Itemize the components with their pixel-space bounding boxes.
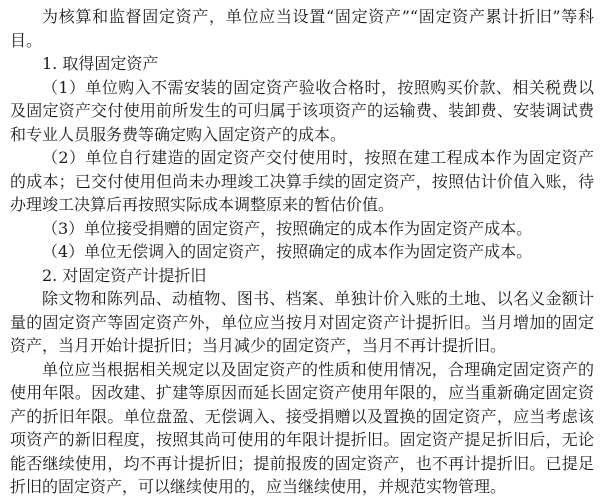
document-page: [10, 5, 594, 499]
section-heading-depreciation: 2. 对固定资产计提折旧: [42, 265, 207, 285]
paragraph-donation: （3）单位接受捐赠的固定资产，按照确定的成本作为固定资产成本。: [42, 218, 533, 238]
paragraph-transfer: （4）单位无偿调入的固定资产，按照确定的成本作为固定资产成本。: [42, 242, 533, 261]
paragraph-self-built: （2）单位自行建造的固定资产交付使用时，按照在建工程成本作为固定资产的成本；已交付使用但尚未办理竣工决算手续的固定资产，按照估计价值入账，待办理竣工决算后再按照实际成本调整原来的暂估价值。: [10, 148, 594, 214]
paragraph-useful-life: 单位应当根据相关规定以及固定资产的性质和使用情况，合理确定固定资产的使用年限。因改建、扩建等原因而延长固定资产使用年限的，应当重新确定固定资产的折旧年限。单位盘盈、无偿调入、接受捐赠以及置换的固定资产，应当考虑该项资产的新旧程度，按照其尚可使用的年限计提折旧。固定资产提足折旧后，无论能否继续使用，均不再计提折旧；提前报废的固定资产，也不再计提折旧。已提足折旧的固定资产，可以继续使用的，应当继续使用，并规范实物管理。: [10, 359, 594, 496]
paragraph-purchase: （1）单位购入不需安装的固定资产验收合格时，按照购买价款、相关税费以及固定资产交付使用前所发生的可归属于该项资产的运输费、装卸费、安装调试费和专业人员服务费等确定购入固定资产的成本。: [10, 77, 594, 144]
paragraph-depreciation-scope: 除文物和陈列品、动植物、图书、档案、单独计价入账的土地、以名义金额计量的固定资产等固定资产外，单位应当按月对固定资产计提折旧。当月增加的固定资产，当月开始计提折旧；当月减少的固定资产，当月不再计提折旧。: [10, 289, 594, 355]
section-heading-acquire: 1. 取得固定资产: [42, 54, 159, 73]
intro-paragraph: 为核算和监督固定资产，单位应当设置“固定资产”“固定资产累计折旧”等科目。: [10, 7, 594, 50]
